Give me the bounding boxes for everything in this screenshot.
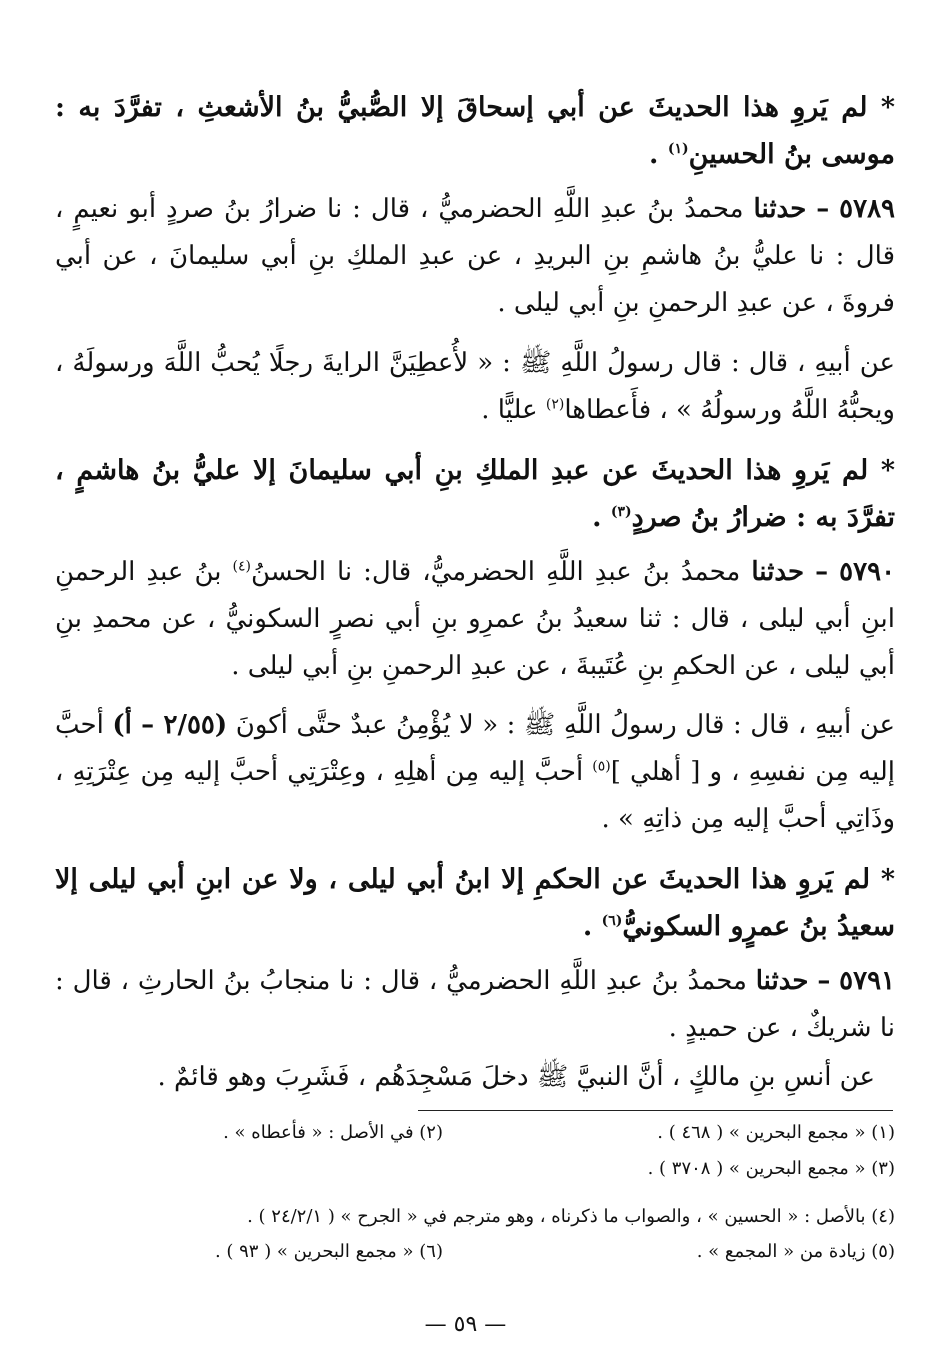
matn-text: عن أبيهِ ، قال : قال رسولُ اللَّهِ ﷺ : « لأُعطِيَنَّ الرايةَ رجلًا يُحبُّ اللَّهَ ورسولَهُ ، ويحبُّهُ اللَّهُ ورسولُهُ » ، فأَعطاها — [55, 348, 895, 425]
isnad-text: محمدُ بنُ عبدِ اللَّهِ الحضرميُّ ، قال : نا منجابُ بنُ الحارثِ ، قال : نا شريكٌ ، عن حميدٍ . — [55, 966, 895, 1043]
hadith-number: ٥٧٩٠ — [839, 557, 896, 587]
footnote-4: (٤) بالأصل : « الحسين » ، والصواب ما ذكرناه ، وهو مترجم في « الجرح » ( ٢٤/٢/١ ) . — [247, 1206, 895, 1227]
note-1 — [55, 84, 895, 178]
note-text: * لم يَروِ هذا الحديثَ عن الحكمِ إلا ابنُ أبي ليلى ، ولا عن ابنِ أبي ليلى إلا سعيدُ بنُ عمرٍو السكونيُّ — [55, 864, 895, 942]
hadith-5790-chain — [55, 549, 895, 690]
footnote-divider — [418, 1110, 893, 1111]
haddathana: حدثنا — [755, 966, 809, 996]
haddathana: حدثنا — [751, 557, 805, 587]
footnote-ref: (٦) — [601, 913, 623, 929]
footnote-ref: (٢) — [545, 396, 565, 413]
note-text: * لم يَروِ هذا الحديثَ عن عبدِ الملكِ بنِ أبي سليمانَ إلا عليُّ بنُ هاشمٍ ، تفرَّدَ به : ضرارُ بنُ صردٍ — [55, 455, 895, 533]
dash: – — [816, 194, 830, 224]
footnote-6: (٦) « مجمع البحرين » ( ٩٣ ) . — [214, 1241, 443, 1262]
note-3 — [55, 856, 895, 950]
hadith-number: ٥٧٩١ — [839, 966, 895, 996]
note-2 — [55, 447, 895, 541]
footnote-ref: (١) — [667, 141, 689, 157]
isnad-text: محمدُ بنُ عبدِ اللَّهِ الحضرميُّ ، قال : نا ضرارُ بنُ صردٍ أبو نعيمٍ ، قال : نا عليُّ بنُ هاشمِ بنِ البريدِ ، عن عبدِ الملكِ بنِ أبي سليمانَ ، عن أبي فروةَ ، عن عبدِ الرحمنِ بنِ أبي ليلى . — [55, 194, 895, 318]
footnote-2: (٢) في الأصل : « فأعطاه » . — [223, 1122, 443, 1143]
folio-marker: (٢/٥٥ – أ) — [112, 710, 228, 740]
dash: – — [817, 966, 831, 996]
footnote-ref: (٥) — [592, 758, 611, 775]
note-end: . — [582, 911, 602, 942]
note-end: . — [592, 502, 611, 533]
isnad-text: محمدُ بنُ عبدِ اللَّهِ الحضرميُّ، قال: نا الحسنُ — [251, 557, 741, 587]
footnote-1: (١) « مجمع البحرين » ( ٤٦٨ ) . — [657, 1122, 895, 1143]
matn-text: عن أنسِ بنِ مالكٍ ، أنَّ النبيَّ ﷺ دخلَ مَسْجِدَهُم ، فَشَرِبَ وهو قائمٌ . — [157, 1062, 875, 1092]
page-number: — ٥٩ — — [424, 1312, 507, 1337]
matn-text: عليًّا . — [481, 395, 546, 425]
footnote-5: (٥) زيادة من « المجمع » . — [696, 1241, 895, 1262]
dash: – — [815, 557, 829, 587]
footnote-ref: (٣) — [610, 504, 632, 520]
hadith-5789-chain — [55, 186, 895, 327]
hadith-5791-chain — [55, 958, 895, 1052]
footnote-3: (٣) « مجمع البحرين » ( ٣٧٠٨ ) . — [647, 1158, 895, 1179]
hadith-5790-matn — [55, 702, 895, 843]
isnad-text: بنُ عبدِ الرحمنِ ابنِ أبي ليلى ، قال : ثنا سعيدُ بنُ عمرِو بنِ أبي نصرٍ السكونيُّ ، عن محمدِ بنِ أبي ليلى ، عن الحكمِ بنِ عُتَيبةَ ، عن عبدِ الرحمنِ بنِ أبي ليلى . — [55, 557, 895, 681]
matn-text: أحبَّ إليه مِن نفسِهِ ، و [ أهلي ] — [55, 710, 895, 787]
matn-text: أحبَّ إليه مِن أهلِهِ ، وعِتْرَتِي أحبَّ إليه مِن عِتْرَتِهِ ، وذَاتِي أحبَّ إليه مِن ذاتِهِ » . — [55, 757, 895, 834]
hadith-5789-matn — [55, 340, 895, 434]
footnote-ref: (٤) — [232, 558, 252, 575]
note-end: . — [649, 139, 668, 170]
hadith-5791-matn — [55, 1054, 895, 1101]
matn-text: عن أبيهِ ، قال : قال رسولُ اللَّهِ ﷺ : « لا يُؤْمِنُ عبدٌ حتَّى أكونَ — [235, 710, 896, 740]
note-text: * لم يَروِ هذا الحديثَ عن أبي إسحاقَ إلا الصُّبيُّ بنُ الأشعثِ ، تفرَّدَ به : موسى بنُ الحسينِ — [55, 92, 895, 170]
haddathana: حدثنا — [753, 194, 807, 224]
hadith-number: ٥٧٨٩ — [839, 194, 896, 224]
